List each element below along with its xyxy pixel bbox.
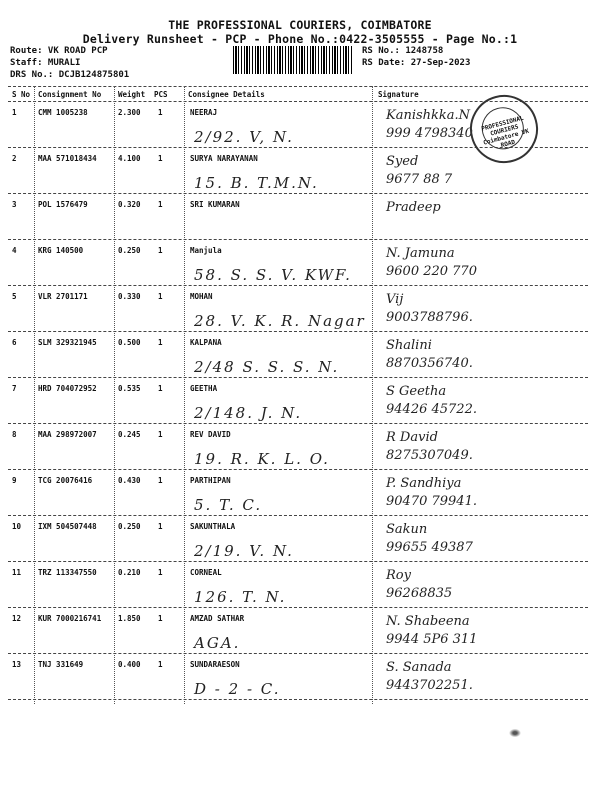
signature-phone: 9003788796. — [386, 310, 473, 325]
weight-value: 1.850 — [118, 614, 141, 623]
document-subtitle: Delivery Runsheet - PCP - Phone No.:0422-3505555 - Page No.:1 — [82, 32, 518, 46]
pcs-value: 1 — [158, 154, 163, 163]
drs-number: DRS No.: DCJB124875801 — [10, 70, 130, 80]
consignee-name: KALPANA — [190, 338, 222, 347]
serial-number: 9 — [12, 476, 17, 485]
signature-name: Sakun — [386, 522, 428, 537]
signature-name: Shalini — [386, 338, 432, 353]
serial-number: 12 — [12, 614, 22, 623]
table-row — [8, 470, 588, 516]
consignee-name: GEETHA — [190, 384, 218, 393]
weight-value: 0.430 — [118, 476, 141, 485]
handwritten-address: 2/48 S. S. S. N. — [194, 358, 340, 376]
signature-name: R David — [386, 430, 438, 445]
weight-value: 0.400 — [118, 660, 141, 669]
consignee-name: REV DAVID — [190, 430, 231, 439]
signature-phone: 9944 5P6 311 — [386, 632, 478, 647]
row-divider — [8, 699, 588, 700]
signature-name: Syed — [386, 154, 419, 169]
serial-number: 8 — [12, 430, 17, 439]
col-header-consignee: Consignee Details — [188, 90, 265, 99]
weight-value: 4.100 — [118, 154, 141, 163]
consignment-number: KRG 140500 — [38, 246, 84, 255]
pcs-value: 1 — [158, 614, 163, 623]
serial-number: 5 — [12, 292, 17, 301]
table-row — [8, 608, 588, 654]
pcs-value: 1 — [158, 338, 163, 347]
consignee-name: Manjula — [190, 246, 222, 255]
table-row — [8, 654, 588, 700]
col-header-consignment: Consignment No — [38, 90, 102, 99]
handwritten-address: 19. R. K. L. O. — [194, 450, 330, 468]
pcs-value: 1 — [158, 384, 163, 393]
serial-number: 4 — [12, 246, 17, 255]
consignment-number: IXM 504507448 — [38, 522, 97, 531]
serial-number: 1 — [12, 108, 17, 117]
col-header-sno: S No — [12, 90, 31, 99]
signature-name: S Geetha — [386, 384, 447, 399]
table-row — [8, 332, 588, 378]
weight-value: 0.210 — [118, 568, 141, 577]
handwritten-address: 2/19. V. N. — [194, 542, 294, 560]
table-row — [8, 240, 588, 286]
consignment-number: HRD 704072952 — [38, 384, 97, 393]
consignee-name: SUNDARAESON — [190, 660, 240, 669]
handwritten-address: 15. B. T.M.N. — [194, 174, 319, 192]
handwritten-address: AGA. — [194, 634, 241, 652]
table-row — [8, 194, 588, 240]
table-row — [8, 516, 588, 562]
table-row — [8, 286, 588, 332]
table-row — [8, 378, 588, 424]
serial-number: 13 — [12, 660, 22, 669]
consignment-number: SLM 329321945 — [38, 338, 97, 347]
handwritten-address: 5. T. C. — [194, 496, 263, 514]
serial-number: 6 — [12, 338, 17, 347]
consignee-name: SURYA NARAYANAN — [190, 154, 258, 163]
consignment-number: POL 1576479 — [38, 200, 88, 209]
staff-label: Staff: MURALI — [10, 58, 81, 68]
consignment-number: TCG 20076416 — [38, 476, 93, 485]
signature-phone: 99655 49387 — [386, 540, 473, 555]
handwritten-address: D - 2 - C. — [194, 680, 281, 698]
signature-phone: 90470 79941. — [386, 494, 477, 509]
col-header-weight: Weight — [118, 90, 146, 99]
signature-name: Vij — [386, 292, 404, 307]
weight-value: 2.300 — [118, 108, 141, 117]
handwritten-address: 126. T. N. — [194, 588, 287, 606]
consignment-number: KUR 7000216741 — [38, 614, 102, 623]
handwritten-address: 2/148. J. N. — [194, 404, 303, 422]
signature-name: Kanishkka.N — [386, 108, 471, 123]
handwritten-address: 58. S. S. V. KWF. — [194, 266, 352, 284]
handwritten-address: 2/92. V, N. — [194, 128, 294, 146]
consignee-name: NEERAJ — [190, 108, 218, 117]
weight-value: 0.535 — [118, 384, 141, 393]
pcs-value: 1 — [158, 568, 163, 577]
rs-number: RS No.: 1248758 — [362, 46, 444, 56]
signature-phone: 9600 220 770 — [386, 264, 477, 279]
pcs-value: 1 — [158, 660, 163, 669]
consignee-name: MOHAN — [190, 292, 213, 301]
table-row — [8, 562, 588, 608]
weight-value: 0.250 — [118, 246, 141, 255]
route-label: Route: VK ROAD PCP — [10, 46, 108, 56]
signature-name: Pradeep — [386, 200, 441, 215]
consignee-name: SRI KUMARAN — [190, 200, 240, 209]
consignment-number: VLR 2701171 — [38, 292, 88, 301]
signature-name: S. Sanada — [386, 660, 452, 675]
signature-phone: 96268835 — [386, 586, 453, 601]
serial-number: 11 — [12, 568, 22, 577]
col-header-signature: Signature — [378, 90, 419, 99]
pcs-value: 1 — [158, 292, 163, 301]
serial-number: 3 — [12, 200, 17, 209]
col-header-pcs: PCS — [154, 90, 168, 99]
pcs-value: 1 — [158, 246, 163, 255]
table-row — [8, 424, 588, 470]
pcs-value: 1 — [158, 108, 163, 117]
signature-name: P. Sandhiya — [386, 476, 462, 491]
serial-number: 7 — [12, 384, 17, 393]
weight-value: 0.250 — [118, 522, 141, 531]
pcs-value: 1 — [158, 522, 163, 531]
weight-value: 0.245 — [118, 430, 141, 439]
consignment-number: TNJ 331649 — [38, 660, 84, 669]
serial-number: 10 — [12, 522, 22, 531]
stamp-text: PROFESSIONAL COURIERS Coimbatore VK ROAD — [480, 114, 530, 150]
pcs-value: 1 — [158, 430, 163, 439]
consignee-name: SAKUNTHALA — [190, 522, 236, 531]
signature-phone: 8275307049. — [386, 448, 473, 463]
scan-speck — [508, 728, 522, 738]
consignment-number: CMM 1005238 — [38, 108, 88, 117]
weight-value: 0.330 — [118, 292, 141, 301]
pcs-value: 1 — [158, 476, 163, 485]
document-title: THE PROFESSIONAL COURIERS, COIMBATORE — [168, 18, 432, 32]
signature-name: N. Jamuna — [386, 246, 455, 261]
consignment-number: MAA 571018434 — [38, 154, 97, 163]
consignment-number: TRZ 113347550 — [38, 568, 97, 577]
handwritten-address: 28. V. K. R. Nagar — [194, 312, 366, 330]
weight-value: 0.500 — [118, 338, 141, 347]
signature-phone: 9677 88 7 — [386, 172, 453, 187]
signature-phone: 94426 45722. — [386, 402, 477, 417]
signature-name: N. Shabeena — [386, 614, 470, 629]
rs-date: RS Date: 27-Sep-2023 — [362, 58, 471, 68]
consignee-name: CORNEAL — [190, 568, 222, 577]
barcode — [233, 46, 353, 74]
consignment-number: MAA 298972007 — [38, 430, 97, 439]
signature-phone: 9443702251. — [386, 678, 473, 693]
consignee-name: AMZAD SATHAR — [190, 614, 245, 623]
pcs-value: 1 — [158, 200, 163, 209]
consignee-name: PARTHIPAN — [190, 476, 231, 485]
serial-number: 2 — [12, 154, 17, 163]
signature-phone: 8870356740. — [386, 356, 473, 371]
signature-name: Roy — [386, 568, 411, 583]
signature-phone: 999 4798340 — [386, 126, 473, 141]
weight-value: 0.320 — [118, 200, 141, 209]
header-divider-top — [8, 86, 588, 87]
